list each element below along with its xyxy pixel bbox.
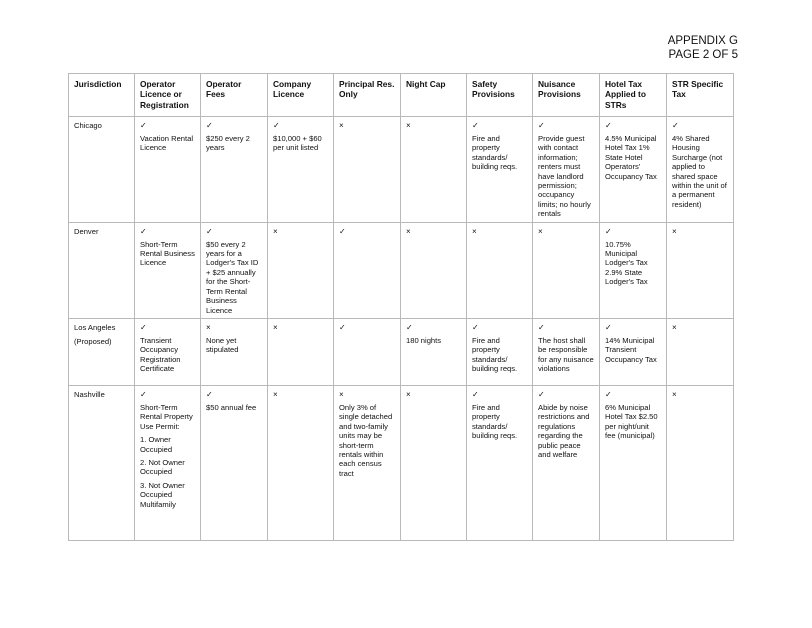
column-header: Safety Provisions	[467, 74, 533, 117]
cross-icon: ×	[406, 389, 411, 399]
cell-text: Only 3% of single detached and two-family units may be short-term rentals within each census tract	[339, 402, 393, 478]
header-row	[69, 74, 734, 117]
cell-text: $50 annual fee	[206, 402, 257, 412]
column-header: Nuisance Provisions	[533, 74, 600, 117]
cross-icon: ×	[406, 121, 411, 130]
check-icon: ✓	[605, 226, 612, 236]
table-cell	[667, 117, 734, 223]
check-icon: ✓	[140, 322, 147, 332]
table-cell	[401, 318, 467, 385]
check-icon: ✓	[140, 389, 147, 399]
jurisdiction-name: (Proposed)	[74, 337, 112, 347]
table-cell	[600, 222, 667, 318]
table-cell	[135, 117, 201, 223]
table-cell	[467, 222, 533, 318]
column-header: Operator Licence or Registration	[135, 74, 201, 117]
cell-text: 3. Not Owner Occupied Multifamily	[140, 480, 185, 509]
table-cell	[401, 117, 467, 223]
cross-icon: ×	[273, 322, 278, 332]
table-cell	[268, 222, 334, 318]
appendix-label: APPENDIX G	[667, 35, 738, 47]
table-cell	[667, 385, 734, 540]
table-cell	[135, 222, 201, 318]
cell-text: 4.5% Municipal Hotel Tax 1% State Hotel Operators' Occupancy Tax	[605, 134, 657, 181]
cell-text: Provide guest with contact information; renters must have landlord permission; occupancy limits; no hourly rentals	[538, 134, 591, 219]
cell-text: Short-Term Rental Business Licence	[140, 239, 195, 268]
check-icon: ✓	[140, 121, 147, 130]
column-header: Night Cap	[401, 74, 467, 117]
cross-icon: ×	[206, 322, 211, 332]
check-icon: ✓	[538, 389, 545, 399]
check-icon: ✓	[206, 226, 213, 236]
check-icon: ✓	[605, 121, 612, 130]
column-header: Hotel Tax Applied to STRs	[600, 74, 667, 117]
cross-icon: ×	[406, 226, 411, 236]
cell-text: $10,000 + $60 per unit listed	[273, 134, 322, 153]
page-header	[668, 34, 738, 62]
table-cell	[600, 117, 667, 223]
check-icon: ✓	[472, 121, 479, 130]
table-cell	[667, 222, 734, 318]
table-cell	[533, 385, 600, 540]
check-icon: ✓	[140, 226, 147, 236]
cross-icon: ×	[339, 121, 344, 130]
table-cell	[201, 222, 268, 318]
table-cell	[268, 385, 334, 540]
jurisdiction-name: Los Angeles	[74, 322, 116, 332]
cross-icon: ×	[273, 389, 278, 399]
check-icon: ✓	[206, 121, 213, 130]
check-icon: ✓	[472, 389, 479, 399]
cell-text: Transient Occupancy Registration Certificate	[140, 335, 181, 374]
table-cell	[201, 385, 268, 540]
check-icon: ✓	[605, 389, 612, 399]
table-cell	[600, 318, 667, 385]
jurisdiction-cell	[69, 117, 135, 223]
check-icon: ✓	[206, 389, 213, 399]
cell-text: 1. Owner Occupied	[140, 435, 173, 454]
cell-text: 6% Municipal Hotel Tax $2.50 per night/unit fee (municipal)	[605, 402, 658, 441]
cell-text: None yet stipulated	[206, 335, 239, 355]
check-icon: ✓	[339, 322, 346, 332]
table-cell	[268, 117, 334, 223]
table-cell	[401, 222, 467, 318]
jurisdiction-cell	[69, 318, 135, 385]
cell-text: Fire and property standards/ building reqs.	[472, 134, 518, 172]
table-cell	[467, 318, 533, 385]
column-header: Principal Res. Only	[334, 74, 401, 117]
cell-text: Fire and property standards/ building reqs.	[472, 402, 518, 441]
cell-text: $50 every 2 years for a Lodger's Tax ID + $25 annually for the Short-Term Rental Business Licence	[206, 239, 259, 315]
column-header: Jurisdiction	[69, 74, 135, 117]
table-cell	[334, 318, 401, 385]
cross-icon: ×	[672, 389, 677, 399]
jurisdiction-name: Nashville	[74, 389, 105, 399]
cross-icon: ×	[672, 226, 677, 236]
check-icon: ✓	[273, 121, 280, 130]
jurisdiction-cell	[69, 385, 135, 540]
column-header: Operator Fees	[201, 74, 268, 117]
table-cell	[334, 385, 401, 540]
table-cell	[135, 385, 201, 540]
cell-text: 4% Shared Housing Surcharge (not applied to shared space within the unit of a permanent resident)	[672, 134, 727, 209]
column-header: Company Licence	[268, 74, 334, 117]
cell-text: The host shall be responsible for any nuisance violations	[538, 335, 594, 374]
cell-text: 2. Not Owner Occupied	[140, 457, 185, 477]
table-cell	[268, 318, 334, 385]
check-icon: ✓	[406, 322, 413, 332]
table-cell	[533, 318, 600, 385]
table-cell	[467, 117, 533, 223]
table-cell	[334, 117, 401, 223]
cell-text: Abide by noise restrictions and regulations regarding the public peace and welfare	[538, 402, 590, 459]
cross-icon: ×	[672, 322, 677, 332]
table-cell	[533, 117, 600, 223]
table-cell	[334, 222, 401, 318]
table-cell	[600, 385, 667, 540]
table-row	[69, 117, 734, 223]
check-icon: ✓	[672, 121, 679, 130]
column-header: STR Specific Tax	[667, 74, 734, 117]
cell-text: 14% Municipal Transient Occupancy Tax	[605, 335, 657, 364]
table-cell	[533, 222, 600, 318]
table-row	[69, 222, 734, 318]
jurisdiction-name: Chicago	[74, 121, 102, 130]
cell-text: $250 every 2 years	[206, 134, 250, 153]
table-row	[69, 385, 734, 540]
cell-text: 10.75% Municipal Lodger's Tax 2.9% State Lodger's Tax	[605, 239, 648, 287]
table-cell	[667, 318, 734, 385]
table-cell	[467, 385, 533, 540]
table-cell	[401, 385, 467, 540]
cell-text: Vacation Rental Licence	[140, 134, 194, 153]
check-icon: ✓	[538, 121, 545, 130]
jurisdiction-name: Denver	[74, 226, 99, 236]
table-row	[69, 318, 734, 385]
cross-icon: ×	[273, 226, 278, 236]
str-comparison-table	[68, 73, 734, 541]
cell-text: Short-Term Rental Property Use Permit:	[140, 402, 193, 431]
check-icon: ✓	[339, 226, 346, 236]
page-number: PAGE 2 OF 5	[668, 49, 738, 61]
check-icon: ✓	[538, 322, 545, 332]
cross-icon: ×	[472, 226, 477, 236]
check-icon: ✓	[472, 322, 479, 332]
cell-text: 180 nights	[406, 335, 442, 345]
table-cell	[201, 117, 268, 223]
table-cell	[135, 318, 201, 385]
table-cell	[201, 318, 268, 385]
jurisdiction-cell	[69, 222, 135, 318]
cross-icon: ×	[538, 226, 543, 236]
cross-icon: ×	[339, 389, 344, 399]
cell-text: Fire and property standards/ building reqs.	[472, 335, 518, 374]
check-icon: ✓	[605, 322, 612, 332]
